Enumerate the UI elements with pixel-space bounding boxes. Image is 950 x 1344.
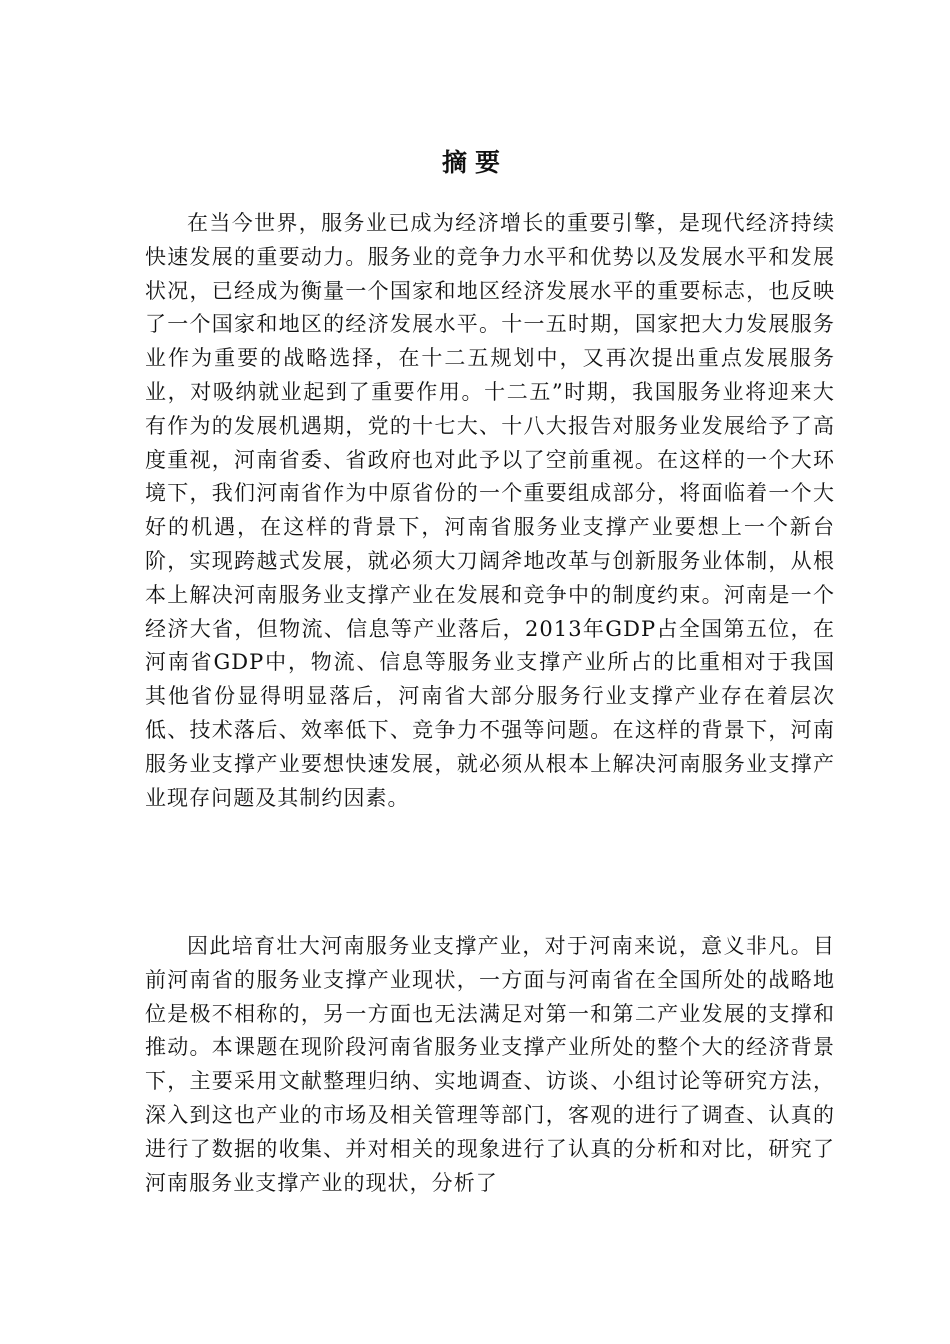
abstract-paragraph-1: 在当今世界，服务业已成为经济增长的重要引擎，是现代经济持续快速发展的重要动力。服务业的竞争力水平和优势以及发展水平和发展状况，已经成为衡量一个国家和地区经济发展水平的重要标志，也反映了一个国家和地区的经济发展水平。十一五时期，国家把大力发展服务业作为重要的战略选择，在十二五规划中，又再次提出重点发展服务业，对吸纳就业起到了重要作用。十二五”时期，我国服务业将迎来大有作为的发展机遇期，党的十七大、十八大报告对服务业发展给予了高度重视，河南省委、省政府也对此予以了空前重视。在这样的一个大环境下，我们河南省作为中原省份的一个重要组成部分，将面临着一个大好的机遇，在这样的背景下，河南省服务业支撑产业要想上一个新台阶，实现跨越式发展，就必须大刀阔斧地改革与创新服务业体制，从根本上解决河南服务业支撑产业在发展和竞争中的制度约束。河南是一个经济大省，但物流、信息等产业落后，2013年GDP占全国第五位，在河南省GDP中，物流、信息等服务业支撑产业所占的比重相对于我国其他省份显得明显落后，河南省大部分服务行业支撑产业存在着层次低、技术落后、效率低下、竞争力不强等问题。在这样的背景下，河南服务业支撑产业要想快速发展，就必须从根本上解决河南服务业支撑产业现存问题及其制约因素。 [145,211,835,810]
abstract-paragraph-2: 因此培育壮大河南服务业支撑产业，对于河南来说，意义非凡。目前河南省的服务业支撑产业现状，一方面与河南省在全国所处的战略地位是极不相称的，另一方面也无法满足对第一和第二产业发展的支撑和推动。本课题在现阶段河南省服务业支撑产业所处的整个大的经济背景下，主要采用文献整理归纳、实地调查、访谈、小组讨论等研究方法，深入到这也产业的市场及相关管理等部门，客观的进行了调查、认真的进行了数据的收集、并对相关的现象进行了认真的分析和对比，研究了河南服务业支撑产业的现状，分析了 [145,934,835,1195]
page-title: 摘要 [441,148,508,177]
